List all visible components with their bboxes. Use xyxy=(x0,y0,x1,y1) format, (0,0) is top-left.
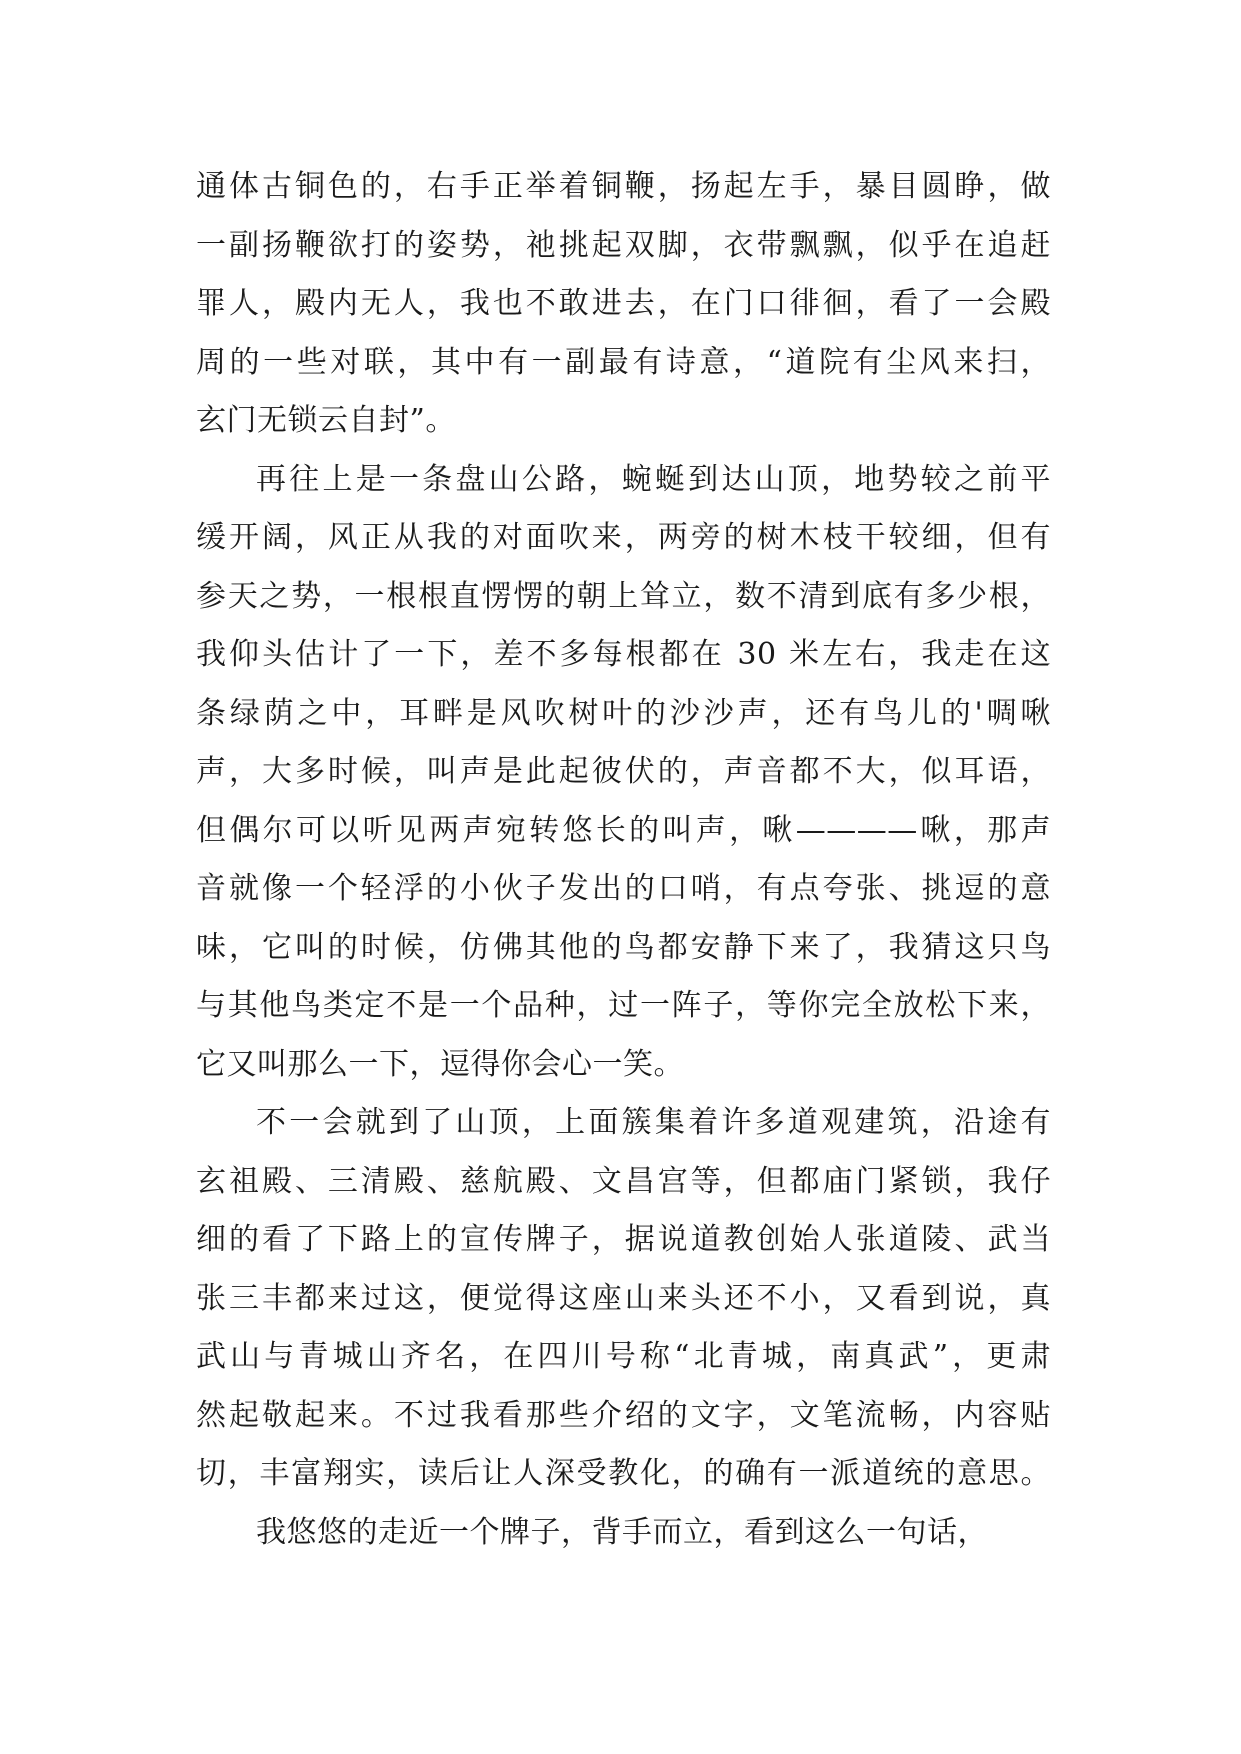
text-line: 参天之势，一根根直愣愣的朝上耸立，数不清到底有多少根， xyxy=(196,578,1051,614)
text-line: 然起敬起来。不过我看那些介绍的文字，文笔流畅，内容贴 xyxy=(196,1397,1051,1433)
text-line: 我仰头估计了一下，差不多每根都在 30 米左右，我走在这 xyxy=(196,637,1051,672)
text-line: 一副扬鞭欲打的姿势，祂挑起双脚，衣带飘飘，似乎在追赶 xyxy=(196,227,1051,263)
text-line: 缓开阔，风正从我的对面吹来，两旁的树木枝干较细，但有 xyxy=(196,520,1051,555)
text-line: 条绿荫之中，耳畔是风吹树叶的沙沙声，还有鸟儿的'啁啾 xyxy=(196,695,1051,731)
text-line: 武山与青城山齐名，在四川号称“北青城，南真武”，更肃 xyxy=(196,1339,1051,1374)
text-line: 罪人，殿内无人，我也不敢进去，在门口徘徊，看了一会殿 xyxy=(196,286,1051,321)
text-line: 玄门无锁云自封”。 xyxy=(196,403,456,438)
text-line: 我悠悠的走近一个牌子，背手而立，看到这么一句话， xyxy=(256,1514,988,1550)
text-line: 再往上是一条盘山公路，蜿蜒到达山顶，地势较之前平 xyxy=(256,461,1051,497)
text-line: 切，丰富翔实，读后让人深受教化，的确有一派道统的意思。 xyxy=(196,1456,1051,1491)
text-line: 它又叫那么一下，逗得你会心一笑。 xyxy=(196,1046,684,1082)
text-line: 但偶尔可以听见两声宛转悠长的叫声，啾————啾，那声 xyxy=(196,812,1051,848)
text-line: 声，大多时候，叫声是此起彼伏的，声音都不大，似耳语， xyxy=(196,754,1051,789)
text-line: 与其他鸟类定不是一个品种，过一阵子，等你完全放松下来， xyxy=(196,988,1051,1023)
text-line: 音就像一个轻浮的小伙子发出的口哨，有点夸张、挑逗的意 xyxy=(196,871,1051,906)
text-line: 细的看了下路上的宣传牌子，据说道教创始人张道陵、武当 xyxy=(196,1222,1051,1257)
document-body xyxy=(196,158,1051,1562)
text-line: 玄祖殿、三清殿、慈航殿、文昌宫等，但都庙门紧锁，我仔 xyxy=(196,1163,1051,1199)
text-line: 通体古铜色的，右手正举着铜鞭，扬起左手，暴目圆睁，做 xyxy=(196,169,1051,204)
text-line: 周的一些对联，其中有一副最有诗意，“道院有尘风来扫， xyxy=(196,344,1051,380)
text-line: 味，它叫的时候，仿佛其他的鸟都安静下来了，我猜这只鸟 xyxy=(196,929,1051,965)
text-line: 不一会就到了山顶，上面簇集着许多道观建筑，沿途有 xyxy=(256,1105,1051,1140)
text-line: 张三丰都来过这，便觉得这座山来头还不小，又看到说，真 xyxy=(196,1280,1051,1316)
